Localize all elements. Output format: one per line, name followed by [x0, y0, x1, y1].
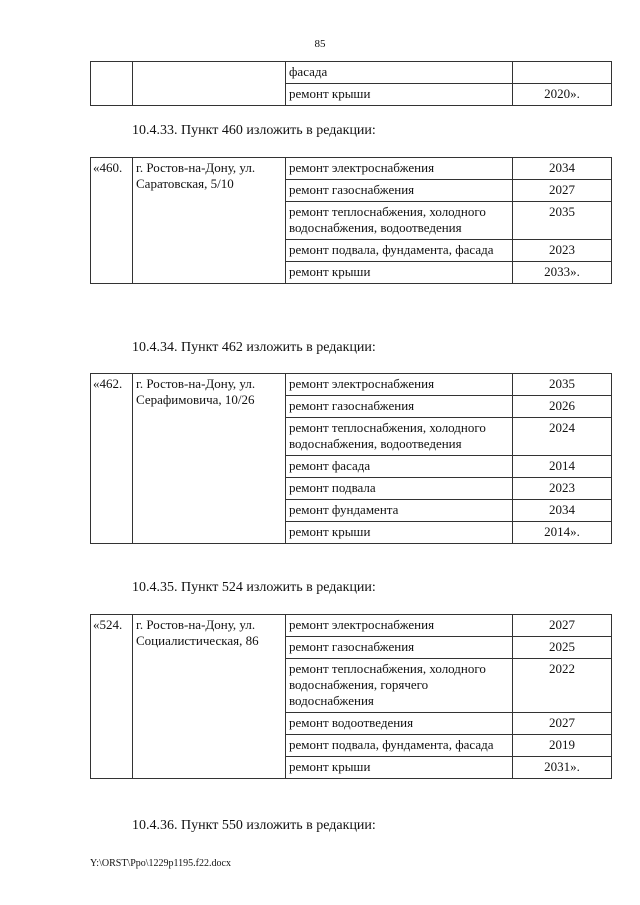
address-cell: г. Ростов-на-Дону, ул. Саратовская, 5/10: [133, 158, 286, 284]
work-cell: ремонт электроснабжения: [286, 374, 513, 396]
work-cell: ремонт водоотведения: [286, 713, 513, 735]
section-heading: 10.4.35. Пункт 524 изложить в редакции:: [132, 580, 376, 595]
year-cell: 2027: [513, 180, 612, 202]
year-cell: 2026: [513, 396, 612, 418]
table-row: [91, 158, 612, 180]
work-cell: ремонт подвала: [286, 478, 513, 500]
year-cell: 2034: [513, 158, 612, 180]
work-cell: ремонт электроснабжения: [286, 615, 513, 637]
section-heading: 10.4.33. Пункт 460 изложить в редакции:: [132, 123, 376, 138]
item-number-cell: «524.: [91, 615, 133, 779]
year-cell: [513, 62, 612, 84]
section-heading: 10.4.36. Пункт 550 изложить в редакции:: [132, 818, 376, 833]
year-cell: 2020».: [513, 84, 612, 106]
year-cell: 2022: [513, 659, 612, 713]
year-cell: 2033».: [513, 262, 612, 284]
work-cell: ремонт газоснабжения: [286, 396, 513, 418]
table-row: [91, 615, 612, 637]
work-cell: ремонт крыши: [286, 262, 513, 284]
work-cell: ремонт теплоснабжения, холодного водоснабжения, водоотведения: [286, 202, 513, 240]
work-cell: ремонт газоснабжения: [286, 637, 513, 659]
work-cell: ремонт газоснабжения: [286, 180, 513, 202]
year-cell: 2019: [513, 735, 612, 757]
year-cell: 2023: [513, 240, 612, 262]
year-cell: 2024: [513, 418, 612, 456]
section-heading: 10.4.34. Пункт 462 изложить в редакции:: [132, 340, 376, 355]
page-number: 85: [314, 38, 326, 50]
year-cell: 2027: [513, 713, 612, 735]
year-cell: 2031».: [513, 757, 612, 779]
work-cell: ремонт теплоснабжения, холодного водоснабжения, горячего водоснабжения: [286, 659, 513, 713]
item-number-cell: «462.: [91, 374, 133, 544]
work-cell: ремонт фасада: [286, 456, 513, 478]
work-cell: ремонт теплоснабжения, холодного водоснабжения, водоотведения: [286, 418, 513, 456]
address-cell: [133, 62, 286, 106]
year-cell: 2014: [513, 456, 612, 478]
item-table-524: [90, 614, 612, 779]
address-cell: г. Ростов-на-Дону, ул. Социалистическая, 86: [133, 615, 286, 779]
table-row: [91, 62, 612, 84]
work-cell: ремонт крыши: [286, 757, 513, 779]
continuation-table: [90, 61, 612, 106]
year-cell: 2027: [513, 615, 612, 637]
year-cell: 2023: [513, 478, 612, 500]
item-table-462: [90, 373, 612, 544]
year-cell: 2025: [513, 637, 612, 659]
work-cell: ремонт подвала, фундамента, фасада: [286, 735, 513, 757]
item-number-cell: «460.: [91, 158, 133, 284]
year-cell: 2035: [513, 202, 612, 240]
year-cell: 2034: [513, 500, 612, 522]
work-cell: ремонт подвала, фундамента, фасада: [286, 240, 513, 262]
item-table-460: [90, 157, 612, 284]
item-number-cell: [91, 62, 133, 106]
address-cell: г. Ростов-на-Дону, ул. Серафимовича, 10/26: [133, 374, 286, 544]
work-cell: фасада: [286, 62, 513, 84]
work-cell: ремонт крыши: [286, 84, 513, 106]
document-path-footer: Y:\ORST\Ppo\1229p1195.f22.docx: [90, 858, 231, 869]
work-cell: ремонт фундамента: [286, 500, 513, 522]
work-cell: ремонт электроснабжения: [286, 158, 513, 180]
year-cell: 2035: [513, 374, 612, 396]
year-cell: 2014».: [513, 522, 612, 544]
work-cell: ремонт крыши: [286, 522, 513, 544]
table-row: [91, 374, 612, 396]
